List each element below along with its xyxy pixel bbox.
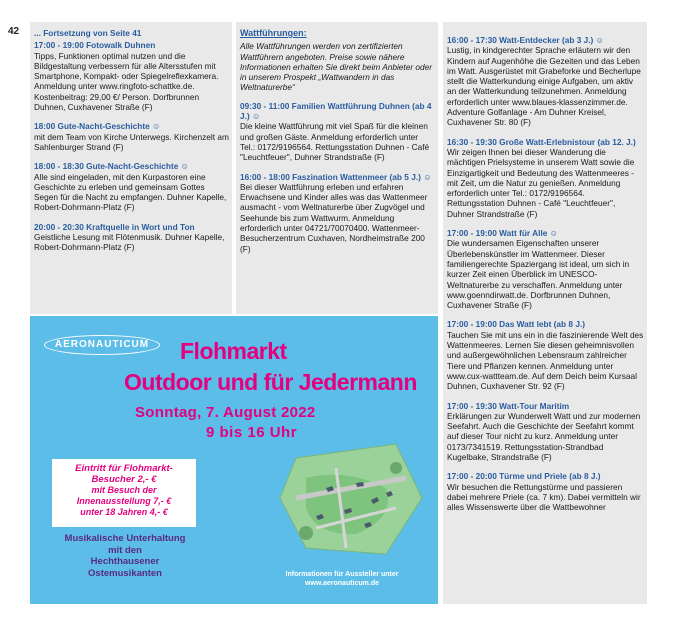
- event-item: [34, 40, 229, 112]
- music-line: Ostemusikanten: [88, 567, 162, 579]
- airfield-map-illustration: [276, 438, 426, 558]
- event-title: 20:00 - 20:30 Kraftquelle in Wort und Ton: [34, 221, 195, 232]
- event-title: 09:30 - 11:00 Familien Wattführung Duhnen (ab 4 J.) ☺: [240, 100, 432, 122]
- section-title: Wattführungen:: [240, 28, 307, 38]
- event-title: 17:00 - 19:00 Das Watt lebt (ab 8 J.): [447, 319, 586, 330]
- event-body: Tipps, Funktionen optimal nutzen und die Bildgestaltung verbessern für alle Altersstufen mit Smartphone, Kompakt- oder Spiegelreflexkamera. Anmeldung unter www.ringfoto-schattke.de. Kostenbeitrag: 29,00 €/ Person. Dorfbrunnen Duhnen, Cuxhavener Straße (F): [34, 50, 219, 113]
- section-intro: Alle Wattführungen werden von zertifizierten Wattführern angeboten. Preise sowie nähere Informationen erhalten Sie direkt beim Anbieter oder in unserem Prospekt „Wattwandern in das Weltnaturerbe“: [240, 41, 433, 93]
- event-title: 17:00 - 19:00 Fotowalk Duhnen: [34, 40, 156, 51]
- event-item: [447, 471, 644, 512]
- music-line: Musikalische Unterhaltung: [64, 533, 186, 544]
- ad-subtitle: Outdoor und für Jedermann: [124, 369, 417, 395]
- event-item: [447, 401, 644, 463]
- event-item: [34, 161, 229, 212]
- event-body: mit dem Team von Kirche Unterwegs. Kirchenzelt am Sahlenburger Strand (F): [34, 131, 229, 152]
- events-column-1: [30, 22, 232, 314]
- event-title: 16:00 - 17:30 Watt-Entdecker (ab 3 J.) ☺: [447, 35, 605, 45]
- event-body: Tauchen Sie mit uns ein in die faszinierende Welt des Wattenmeeres. Lernen Sie diesen geheimnisvollen und außergewöhnlichen Lebensraum zahlreicher Tiere und Pflanzen kennen. Anmeldung unter www.cux-wattteam.de. Auf dem Deich beim Kursaal Duhnen, Cuxhavener Str. 92 (F): [447, 329, 644, 392]
- event-body: Die kleine Wattführung mit viel Spaß für die kleinen und großen Gäste. Anmeldung erforderlich unter Tel.: 0172/9196564. Rettungsstation Duhnen - Café "Leuchtfeuer", Duhner Strandstraße (F): [240, 121, 430, 163]
- entry-line: Eintritt für Flohmarkt-: [75, 463, 173, 474]
- event-body: Bei dieser Wattführung erleben und erfahren Erwachsene und Kinder alles was das Wattenmeer ausmacht - vom Weltnaturerbe über Zugvögel und Seehunde bis zum Wattwurm. Anmeldung erforderlich unter 04721/70070400. Wattenmeer-Besucherzentrum Cuxhaven, Nordheimstraße 200 (F): [240, 181, 428, 254]
- event-item: [447, 35, 644, 128]
- event-title: 16:00 - 18:00 Faszination Wattenmeer (ab 5 J.) ☺: [240, 171, 432, 182]
- entry-price-box: [52, 459, 196, 527]
- event-item: [447, 137, 644, 219]
- music-info: [50, 533, 200, 579]
- ad-date: Sonntag, 7. August 2022: [135, 404, 316, 421]
- ad-title: Flohmarkt: [180, 338, 287, 364]
- aeronauticum-logo: AERONAUTICUM: [44, 335, 160, 355]
- event-title: 18:00 - 18:30 Gute-Nacht-Geschichte ☺: [34, 161, 190, 172]
- entry-line: Innenausstellung 7,- €: [76, 496, 172, 506]
- exhibitor-info: [252, 570, 432, 588]
- event-body: Lustig, in kindgerechter Sprache erläutern wir den Kindern auf Augenhöhe die Gezeiten und das Leben im Watt. Ausgerüstet mit Grabeforke und Becherlupe stellt die Watterkundung einige Aufgaben, um aktiv an der Watterkundung teilzunehmen. Anmeldung erforderlich unter www.blaues-klassenzimmer.de. Adventure Golfanlage - Am Duhner Kreisel, Cuxhavener Str. 80 (F): [447, 45, 641, 128]
- info-line: Informationen für Aussteller unter: [285, 571, 399, 578]
- page-number: 42: [8, 26, 20, 37]
- event-body: Wir zeigen Ihnen bei dieser Wanderung die mächtigen Prielsysteme in unserem Watt sowie die Einzigartigkeit und Bedeutung des Wattenmeeres - mit Zeit, um die Natur zu genießen. Anmeldung erforderlich unter Tel.: 0172/9196564. Rettungsstation Duhnen - Café "Leuchtfeuer", Duhner Strandstraße (F): [447, 146, 635, 219]
- flea-market-advertisement: [30, 316, 438, 604]
- music-line: Hechthausener: [90, 556, 160, 567]
- entry-line: mit Besuch der: [91, 485, 157, 495]
- event-body: Alle sind eingeladen, mit den Kurpastoren eine Geschichte zu erleben und gemeinsam Gottes Segen für die Nacht zu empfangen. Duhner Kapelle, Robert-Dohrmann-Platz (F): [34, 171, 227, 213]
- event-title: 17:00 - 19:30 Watt-Tour Maritim: [447, 400, 570, 411]
- event-title: 17:00 - 19:00 Watt für Alle ☺: [447, 228, 559, 239]
- event-body: Wir besuchen die Rettungstürme und passieren dabei mehrere Priele (ca. 7 km). Dabei vermitteln wir alles Wissenswerte über die Wattbewohner: [447, 481, 641, 513]
- info-url: www.aeronauticum.de: [304, 580, 380, 587]
- entry-line: unter 18 Jahren 4,- €: [80, 507, 168, 517]
- entry-line: Besucher 2,- €: [91, 474, 157, 485]
- music-line: mit den: [108, 544, 142, 556]
- continued-header: ... Fortsetzung von Seite 41: [34, 28, 142, 38]
- event-item: [447, 228, 644, 310]
- event-title: 17:00 - 20:00 Türme und Priele (ab 8 J.): [447, 471, 601, 482]
- event-item: [34, 222, 229, 253]
- event-body: Erklärungen zur Wunderwelt Watt und zur modernen Seefahrt. Auch die Geschichte der Seefahrt kommt auf dieser Tour nicht zu kurz. Anmeldung unter 0173/7341519. Rettungsstation-Strandbad Kugelbake, Strandstraße (F): [447, 410, 641, 462]
- event-title: 16:30 - 19:30 Große Watt-Erlebnistour (ab 12. J.): [447, 136, 636, 147]
- event-item: [240, 101, 435, 163]
- ad-time: 9 bis 16 Uhr: [206, 424, 298, 441]
- event-item: [447, 319, 644, 391]
- event-item: [240, 172, 435, 254]
- event-item: [34, 121, 229, 152]
- events-column-2: [236, 22, 438, 314]
- event-title: 18:00 Gute-Nacht-Geschichte ☺: [34, 121, 161, 132]
- event-body: Geistliche Lesung mit Flötenmusik. Duhner Kapelle, Robert-Dohrmann-Platz (F): [34, 232, 225, 253]
- event-body: Die wundersamen Eigenschaften unserer Überlebenskünstler im Wattenmeer. Dieser familiengerechte Spaziergang ist ideal, um sich in kurzer Zeit einen Überblick im UNESCO-Weltnaturerbe zu verschaffen. Anmeldung unter www.goenndirwatt.de. Dorfbrunnen Duhnen, Cuxhavener Straße (F): [447, 238, 630, 311]
- events-column-3: [443, 22, 647, 604]
